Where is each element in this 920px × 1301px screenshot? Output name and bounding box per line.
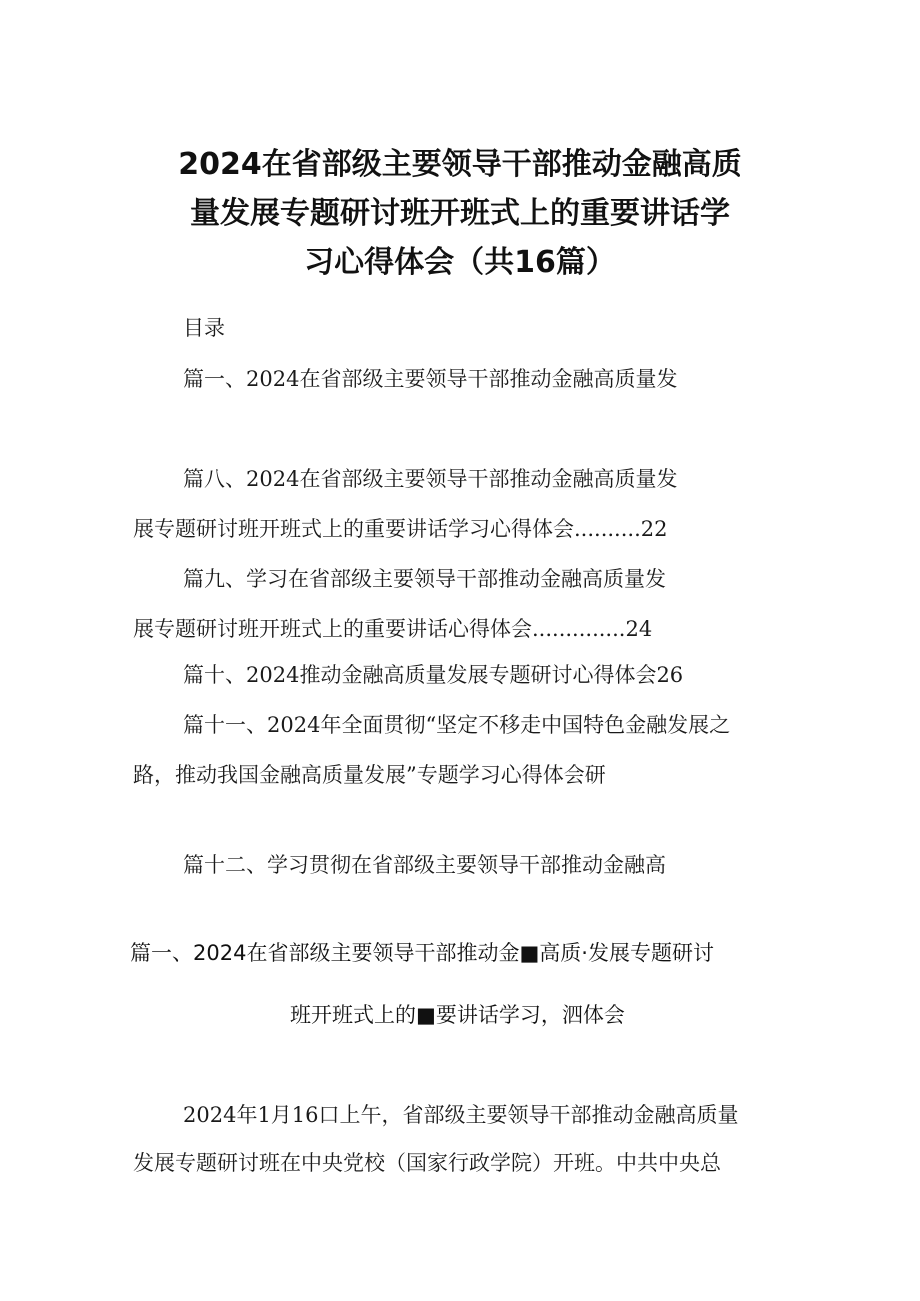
toc-item-9-line-1: 篇九、学习在省部级主要领导干部推动金融高质量发 (183, 567, 666, 591)
section-title-line-1: 篇一、2024在省部级主要领导干部推动金■高质·发展专题研讨 (130, 941, 714, 965)
toc-item-9-line-2: 展专题研讨班开班式上的重要讲话心得体会..............24 (133, 617, 653, 641)
section-title-line-2: 班开班式上的■要讲话学习，泗体会 (290, 1003, 625, 1027)
body-paragraph-line-2: 发展专题研讨班在中央党校（国家行政学院）开班。中共中央总 (133, 1151, 721, 1175)
toc-item-11-line-2: 路，推动我国金融高质量发展”专题学习心得体会研 (133, 763, 606, 787)
toc-item-8-line-2: 展专题研讨班开班式上的重要讲话学习心得体会..........22 (133, 517, 668, 541)
toc-heading: 目录 (183, 316, 225, 340)
toc-item-10: 篇十、2024推动金融高质量发展专题研讨心得体会26 (183, 663, 684, 687)
toc-item-11-line-1: 篇十一、2024年全面贯彻“坚定不移走中国特色金融发展之 (183, 713, 731, 737)
document-title (140, 140, 780, 287)
toc-item-1: 篇一、2024在省部级主要领导干部推动金融高质量发 (183, 367, 678, 391)
toc-item-12: 篇十二、学习贯彻在省部级主要领导干部推动金融高 (183, 853, 666, 877)
toc-item-8-line-1: 篇八、2024在省部级主要领导干部推动金融高质量发 (183, 467, 678, 491)
title-line-3: 习心得体会（共16篇） (304, 245, 616, 280)
body-paragraph-line-1: 2024年1月16口上午，省部级主要领导干部推动金融高质量 (183, 1103, 739, 1127)
title-line-1: 2024在省部级主要领导干部推动金融高质 (178, 147, 742, 182)
title-line-2: 量发展专题研讨班开班式上的重要讲话学 (190, 196, 730, 231)
